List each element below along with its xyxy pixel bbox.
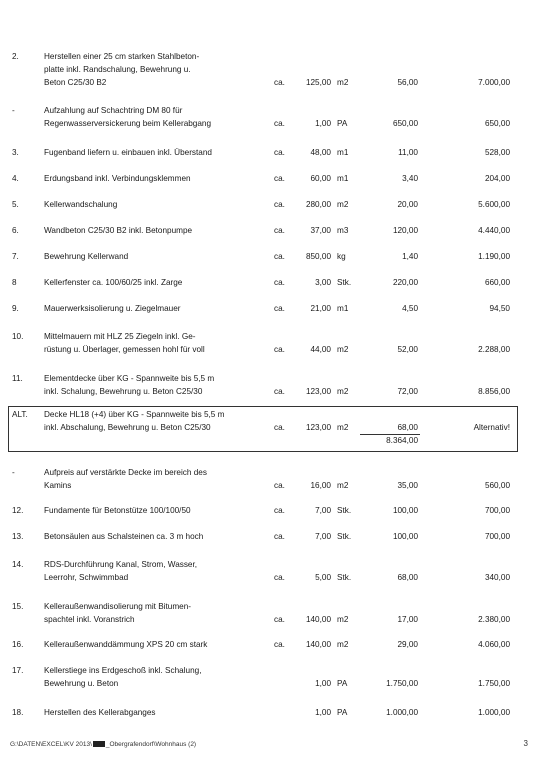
item-subtotal: 8.364,00 — [386, 436, 418, 445]
item-unit: m2 — [337, 345, 349, 354]
description-line: Elementdecke über KG - Spannweite bis 5,5 m — [44, 374, 215, 383]
description-line: Kellerfenster ca. 100/60/25 inkl. Zarge — [44, 278, 183, 287]
item-unit-price: 17,00 — [397, 615, 418, 624]
item-number: 17. — [12, 666, 24, 675]
approx-marker: ca. — [274, 278, 285, 287]
item-quantity: 140,00 — [305, 640, 331, 649]
item-unit: m1 — [337, 148, 349, 157]
item-description — [44, 600, 279, 626]
item-unit-price: 3,40 — [402, 174, 418, 183]
item-total: 1.190,00 — [478, 252, 510, 261]
item-quantity: 125,00 — [305, 78, 331, 87]
item-unit: m2 — [337, 423, 349, 432]
item-number: 8 — [12, 278, 17, 287]
description-line: Kelleraußenwanddämmung XPS 20 cm stark — [44, 640, 208, 649]
item-quantity: 1,00 — [315, 119, 331, 128]
item-number: ALT. — [12, 410, 28, 419]
item-description — [44, 664, 279, 690]
item-unit-price: 72,00 — [397, 387, 418, 396]
item-quantity: 3,00 — [315, 278, 331, 287]
item-total: 528,00 — [484, 148, 510, 157]
item-quantity: 5,00 — [315, 573, 331, 582]
approx-marker: ca. — [274, 174, 285, 183]
redacted-block — [93, 741, 105, 747]
item-description — [44, 638, 279, 651]
description-line: Kellerstiege ins Erdgeschoß inkl. Schalung, — [44, 666, 202, 675]
item-quantity: 140,00 — [305, 615, 331, 624]
item-number: 15. — [12, 602, 24, 611]
item-number: 11. — [12, 374, 23, 383]
item-total: 700,00 — [484, 506, 510, 515]
item-total: 8.856,00 — [478, 387, 510, 396]
description-line: Betonsäulen aus Schalsteinen ca. 3 m hoch — [44, 532, 204, 541]
approx-marker: ca. — [274, 345, 285, 354]
item-description — [44, 198, 279, 211]
approx-marker: ca. — [274, 200, 285, 209]
item-number: 4. — [12, 174, 19, 183]
description-line: Beton C25/30 B2 — [44, 78, 107, 87]
item-number: 18. — [12, 708, 24, 717]
item-total: 340,00 — [484, 573, 510, 582]
item-description — [44, 330, 279, 356]
item-total: 2.380,00 — [478, 615, 510, 624]
description-line: spachtel inkl. Voranstrich — [44, 615, 135, 624]
item-total: 2.288,00 — [478, 345, 510, 354]
item-unit-price: 4,50 — [402, 304, 418, 313]
approx-marker: ca. — [274, 78, 285, 87]
item-unit: m2 — [337, 640, 349, 649]
item-unit-price: 68,00 — [397, 573, 418, 582]
item-quantity: 280,00 — [305, 200, 331, 209]
item-unit: m1 — [337, 304, 349, 313]
item-quantity: 7,00 — [315, 532, 331, 541]
item-quantity: 60,00 — [310, 174, 331, 183]
approx-marker: ca. — [274, 148, 285, 157]
description-line: platte inkl. Randschalung, Bewehrung u. — [44, 65, 191, 74]
item-quantity: 44,00 — [310, 345, 331, 354]
item-number: - — [12, 468, 15, 477]
item-quantity: 1,00 — [315, 679, 331, 688]
item-number: 16. — [12, 640, 24, 649]
description-line: Fundamente für Betonstütze 100/100/50 — [44, 506, 191, 515]
item-unit: m1 — [337, 174, 349, 183]
item-description — [44, 706, 279, 719]
item-unit-price: 1.000,00 — [386, 708, 418, 717]
item-total: 4.440,00 — [478, 226, 510, 235]
description-line: Herstellen einer 25 cm starken Stahlbeton- — [44, 52, 200, 61]
description-line: Wandbeton C25/30 B2 inkl. Betonpumpe — [44, 226, 193, 235]
approx-marker: ca. — [274, 304, 285, 313]
item-description — [44, 250, 279, 263]
item-number: 10. — [12, 332, 24, 341]
item-quantity: 850,00 — [305, 252, 331, 261]
item-quantity: 21,00 — [310, 304, 331, 313]
approx-marker: ca. — [274, 226, 285, 235]
item-unit: PA — [337, 708, 348, 717]
description-line: Kelleraußenwandisolierung mit Bitumen- — [44, 602, 191, 611]
item-total: 204,00 — [484, 174, 510, 183]
approx-marker: ca. — [274, 573, 285, 582]
description-line: Fugenband liefern u. einbauen inkl. Überstand — [44, 148, 212, 157]
item-total: 700,00 — [484, 532, 510, 541]
description-line: Mittelmauern mit HLZ 25 Ziegeln inkl. Ge- — [44, 332, 196, 341]
item-description — [44, 276, 279, 289]
item-total: 650,00 — [484, 119, 510, 128]
item-description — [44, 558, 279, 584]
approx-marker: ca. — [274, 423, 285, 432]
item-description — [44, 302, 279, 315]
item-total: 660,00 — [484, 278, 510, 287]
approx-marker: ca. — [274, 532, 285, 541]
description-line: rüstung u. Überlager, gemessen hohl für voll — [44, 345, 205, 354]
approx-marker: ca. — [274, 119, 285, 128]
item-total: 5.600,00 — [478, 200, 510, 209]
item-unit-price: 220,00 — [392, 278, 418, 287]
item-unit-price: 650,00 — [392, 119, 418, 128]
subtotal-rule — [360, 434, 420, 435]
item-description — [44, 104, 279, 130]
item-total: 94,50 — [489, 304, 510, 313]
item-unit: Stk. — [337, 573, 352, 582]
item-unit-price: 1,40 — [402, 252, 418, 261]
item-unit-price: 100,00 — [392, 506, 418, 515]
item-total: Alternativ! — [473, 423, 510, 432]
item-description — [44, 530, 279, 543]
approx-marker: ca. — [274, 252, 285, 261]
item-description — [44, 466, 279, 492]
item-total: 1.000,00 — [478, 708, 510, 717]
description-line: Aufpreis auf verstärkte Decke im bereich des — [44, 468, 207, 477]
item-unit: m2 — [337, 481, 349, 490]
item-unit: Stk. — [337, 532, 352, 541]
item-total: 560,00 — [484, 481, 510, 490]
item-description — [44, 50, 279, 89]
item-unit: m2 — [337, 78, 349, 87]
description-line: Herstellen des Kellerabganges — [44, 708, 156, 717]
item-unit: m2 — [337, 615, 349, 624]
item-quantity: 48,00 — [310, 148, 331, 157]
item-number: 9. — [12, 304, 19, 313]
item-unit-price: 52,00 — [397, 345, 418, 354]
description-line: Regenwasserversickerung beim Kellerabgang — [44, 119, 212, 128]
item-total: 1.750,00 — [478, 679, 510, 688]
page-number: 3 — [523, 739, 528, 748]
description-line: Decke HL18 (+4) über KG - Spannweite bis 5,5 m — [44, 410, 225, 419]
footer-path-suffix: _Obergrafendorf\Wohnhaus (2) — [105, 741, 197, 748]
item-quantity: 37,00 — [310, 226, 331, 235]
description-line: RDS-Durchführung Kanal, Strom, Wasser, — [44, 560, 198, 569]
item-unit: kg — [337, 252, 346, 261]
item-number: 13. — [12, 532, 24, 541]
item-description — [44, 372, 279, 398]
item-quantity: 16,00 — [310, 481, 331, 490]
item-description — [44, 146, 279, 159]
item-unit-price: 11,00 — [398, 148, 418, 157]
item-unit-price: 68,00 — [397, 423, 418, 432]
item-unit: m2 — [337, 387, 349, 396]
description-line: Leerrohr, Schwimmbad — [44, 573, 129, 582]
alternative-item-box — [8, 406, 518, 452]
item-description — [44, 224, 279, 237]
approx-marker: ca. — [274, 506, 285, 515]
item-unit-price: 120,00 — [392, 226, 418, 235]
description-line: Erdungsband inkl. Verbindungsklemmen — [44, 174, 191, 183]
item-number: 2. — [12, 52, 19, 61]
item-quantity: 123,00 — [305, 423, 331, 432]
item-unit: Stk. — [337, 506, 352, 515]
item-unit-price: 29,00 — [397, 640, 418, 649]
item-unit: PA — [337, 679, 348, 688]
item-number: 3. — [12, 148, 19, 157]
item-unit: m2 — [337, 200, 349, 209]
item-unit-price: 20,00 — [397, 200, 418, 209]
footer-file-path — [10, 741, 196, 748]
item-quantity: 1,00 — [315, 708, 331, 717]
description-line: inkl. Abschalung, Bewehrung u. Beton C25/30 — [44, 423, 211, 432]
item-quantity: 7,00 — [315, 506, 331, 515]
item-number: 5. — [12, 200, 19, 209]
item-unit-price: 35,00 — [397, 481, 418, 490]
item-number: - — [12, 106, 15, 115]
item-unit: Stk. — [337, 278, 352, 287]
item-unit-price: 56,00 — [397, 78, 418, 87]
item-description — [44, 504, 279, 517]
item-number: 6. — [12, 226, 19, 235]
description-line: Aufzahlung auf Schachtring DM 80 für — [44, 106, 183, 115]
description-line: Bewehrung u. Beton — [44, 679, 119, 688]
item-unit-price: 1.750,00 — [386, 679, 418, 688]
item-unit: PA — [337, 119, 348, 128]
description-line: Bewehrung Kellerwand — [44, 252, 129, 261]
footer-path-prefix: G:\DATEN\EXCEL\KV 2013\ — [10, 741, 92, 748]
description-line: Kellerwandschalung — [44, 200, 118, 209]
item-description — [44, 172, 279, 185]
item-unit: m3 — [337, 226, 349, 235]
description-line: Kamins — [44, 481, 72, 490]
item-number: 12. — [12, 506, 24, 515]
approx-marker: ca. — [274, 387, 285, 396]
item-number: 14. — [12, 560, 24, 569]
item-unit-price: 100,00 — [392, 532, 418, 541]
approx-marker: ca. — [274, 615, 285, 624]
description-line: Mauerwerksisolierung u. Ziegelmauer — [44, 304, 181, 313]
item-quantity: 123,00 — [305, 387, 331, 396]
approx-marker: ca. — [274, 640, 285, 649]
item-total: 7.000,00 — [478, 78, 510, 87]
description-line: inkl. Schalung, Bewehrung u. Beton C25/30 — [44, 387, 203, 396]
item-total: 4.060,00 — [478, 640, 510, 649]
item-number: 7. — [12, 252, 19, 261]
approx-marker: ca. — [274, 481, 285, 490]
